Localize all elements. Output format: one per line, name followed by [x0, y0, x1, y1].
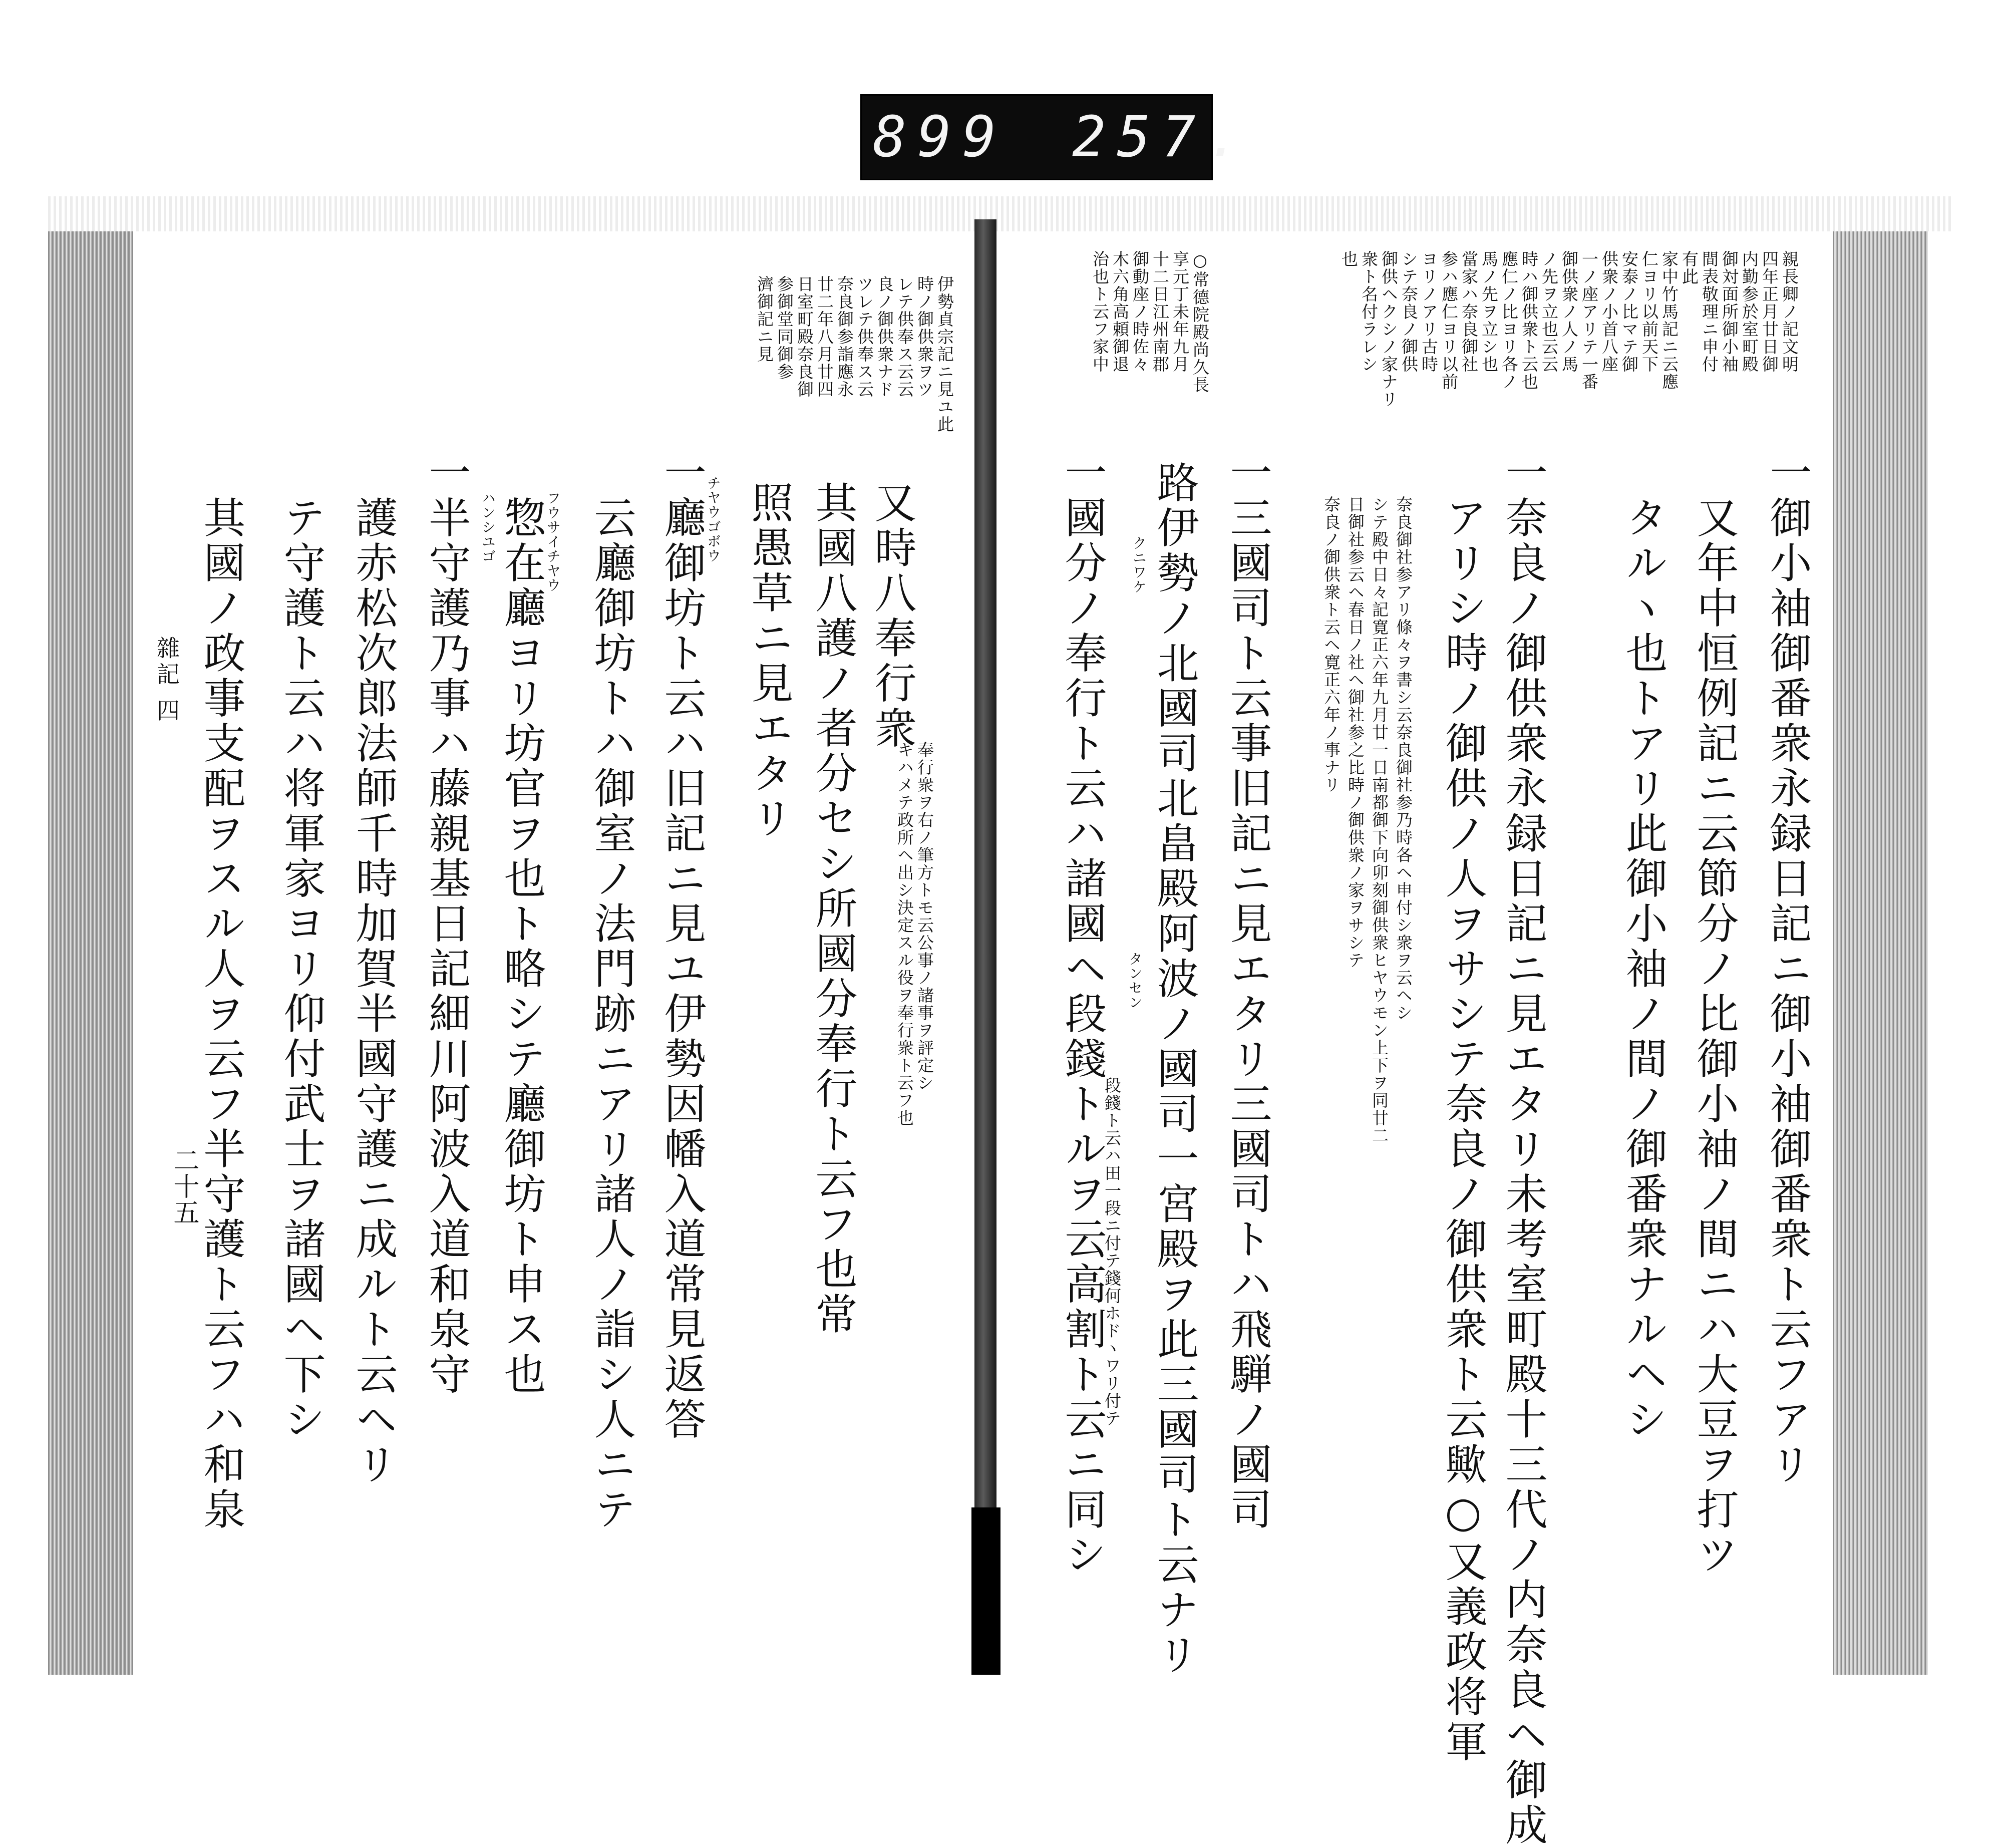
header-note: 親長卿ノ記文明: [1780, 250, 1799, 373]
text-column: 護赤松次郎法師千時加賀半國守護ニ成ルト云ヘリ: [349, 496, 398, 1487]
left-page-edge: [48, 231, 133, 1675]
header-note: 濟御記ニ見: [755, 275, 774, 363]
furigana: タンセン: [1127, 952, 1143, 1010]
furigana: クニワケ: [1131, 536, 1147, 594]
header-note: 馬ノ先ヲ立シ也: [1479, 250, 1499, 373]
furigana: ハンシユゴ: [480, 491, 496, 563]
header-note: 廿二年八月廿四: [815, 275, 834, 398]
header-note: 仁ヨリ以前天下: [1639, 250, 1659, 373]
header-note: 内勤参於室町殿: [1740, 250, 1759, 373]
entry-sankokushi: 一三國司ト云事旧記ニ見エタリ三國司トハ飛騨ノ國司: [1223, 451, 1272, 1532]
text-column: タルヽ也トアリ此御小袖ノ間ノ御番衆ナルヘシ: [1619, 496, 1668, 1442]
header-note: 参御堂同御参: [775, 275, 794, 381]
page-number: 二十五: [169, 1147, 199, 1225]
furigana: フウサイチヤウ: [545, 491, 561, 592]
book-gutter: [974, 219, 996, 1675]
text-column: アリシ時ノ御供ノ人ヲサシテ奈良ノ御供衆ト云歟○又義政将軍: [1439, 496, 1488, 1765]
header-note: 享元丁未年九月: [1170, 250, 1190, 373]
header-note: 當家ハ奈良御社: [1459, 250, 1479, 373]
header-note: レテ供奉ス云云: [895, 275, 914, 398]
entry-kosode-bansyu: 一御小袖御番衆永録日記ニ御小袖御番衆ト云フアリ: [1763, 451, 1812, 1487]
header-note: 應仁ノ比ヨリ各ノ: [1499, 250, 1519, 391]
header-note: ツレテ供奉ス云: [855, 275, 874, 398]
header-note: ○常德院殿尚久長: [1190, 250, 1210, 394]
interlinear-note: シテ殿中日々記寛正六年九月廿一日南都御下向卯刻御供衆ヒヤウモン上下ヲ同廿二: [1370, 496, 1389, 1144]
counter-left-number: 899: [873, 105, 1008, 170]
header-note: 時ハ御供衆ト云也: [1519, 250, 1539, 391]
header-note: 良ノ御供衆ナド: [875, 275, 894, 398]
text-column: 云廳御坊トハ御室ノ法門跡ニアリ諸人ノ詣シ人ニテ: [587, 496, 636, 1532]
gutter-shadow: [971, 1507, 1000, 1675]
page-top-edge: [48, 196, 1951, 231]
counter-right-number: 257.: [1072, 105, 1251, 170]
folio-title: 雜記 四: [153, 636, 180, 725]
interlinear-note: キハメテ政所ヘ出シ決定スル役ヲ奉行衆ト云フ也: [895, 741, 914, 1127]
header-note: 一ノ座アリテ一番: [1579, 250, 1599, 391]
entry-chogobo: 一廳御坊ト云ハ旧記ニ見ユ伊勢因幡入道常見返答: [657, 451, 707, 1442]
interlinear-note: 日御社参云ヘ春日ノ社ヘ御社参之比時ノ御供衆ノ家ヲサシテ: [1346, 496, 1365, 969]
text-column: 其國八護ノ者分セシ所國分奉行ト云フ也常: [809, 481, 858, 1337]
header-note: 間表敬理ニ申付: [1700, 250, 1719, 373]
furigana: チヤウゴボウ: [705, 476, 722, 563]
header-note: 家中竹馬記ニ云應: [1659, 250, 1679, 391]
text-column: 惣在廳ヨリ坊官ヲ也ト略シテ廳御坊ト申ス也: [497, 496, 546, 1397]
entry-nara-otomosyu: 一奈良ノ御供衆永録日記ニ見エタリ未考室町殿十三代ノ内奈良ヘ御成: [1499, 451, 1548, 1848]
header-note: 四年正月廿日御: [1760, 250, 1779, 373]
header-note: 御対面所御小袖: [1720, 250, 1739, 373]
header-note: 伊勢貞宗記ニ見ユ此: [935, 275, 954, 433]
right-page-edge: [1833, 231, 1928, 1675]
frame-counter-label: [860, 94, 1251, 180]
text-column: 照愚草ニ見エタリ: [745, 481, 794, 841]
header-note: ヨリノアリ古時: [1419, 250, 1439, 373]
header-note: 木六角高頼御退: [1110, 250, 1130, 373]
header-note: 御動座ノ時佐々: [1130, 250, 1150, 373]
header-note: 安泰ノ比マテ御: [1619, 250, 1639, 373]
header-note: 衆ト名付ラレシ: [1359, 250, 1379, 373]
text-column: 又年中恒例記ニ云節分ノ比御小袖ノ間ニハ大豆ヲ打ツ: [1690, 496, 1739, 1578]
text-column: テ守護ト云ハ将軍家ヨリ仰付武士ヲ諸國ヘ下シ: [277, 496, 326, 1442]
header-note: 御供衆ノ人ノ馬: [1559, 250, 1579, 373]
header-note: 治也ト云フ家中: [1090, 250, 1110, 373]
header-note: 奈良御参詣應永: [835, 275, 854, 398]
header-note: 参ハ應仁ヨリ以前: [1439, 250, 1459, 391]
header-note: 有此: [1680, 250, 1699, 285]
entry-hanshugo: 一半守護乃事ハ藤親基日記細川阿波入道和泉守: [422, 451, 471, 1397]
header-note: 御供ヘクシノ家ナリ: [1379, 250, 1399, 408]
header-note: ノ先ヲ立也云云: [1539, 250, 1559, 373]
header-note: 十二日江州南郡: [1150, 250, 1170, 373]
text-column: 其國ノ政事支配ヲスル人ヲ云フ半守護ト云フハ和泉: [197, 496, 246, 1532]
interlinear-note: 奈良御社参アリ條々ヲ書シ云奈良御社参乃時各ヘ申付シ衆ヲ云ヘシ: [1394, 496, 1413, 1022]
entry-kokubun-bugyo: 一國分ノ奉行ト云ハ諸國ヘ段錢トルヲ云高割ト云ニ同シ: [1058, 451, 1107, 1578]
interlinear-note: 奉行衆ヲ右ノ筆方トモ云公事ノ諸事ヲ評定シ: [915, 741, 934, 1092]
header-note: 時ノ御供衆ヲツ: [915, 275, 934, 398]
header-note: 日室町殿奈良御: [795, 275, 814, 398]
interlinear-note: 段錢ト云ハ田一段ニ付テ錢何ホドヽワリ付テ: [1102, 1077, 1122, 1427]
text-column: 又時八奉行衆: [868, 481, 917, 751]
text-column: 路伊勢ノ北國司北畠殿阿波ノ國司一宮殿ヲ此三國司ト云ナリ: [1150, 461, 1199, 1678]
header-note: 供衆ノ小首八座: [1599, 250, 1619, 373]
header-note: 也: [1339, 250, 1359, 268]
interlinear-note: 奈良ノ御供衆ト云ヘ寛正六年ノ事ナリ: [1321, 496, 1341, 794]
header-note: シテ奈良ノ御供: [1399, 250, 1419, 373]
